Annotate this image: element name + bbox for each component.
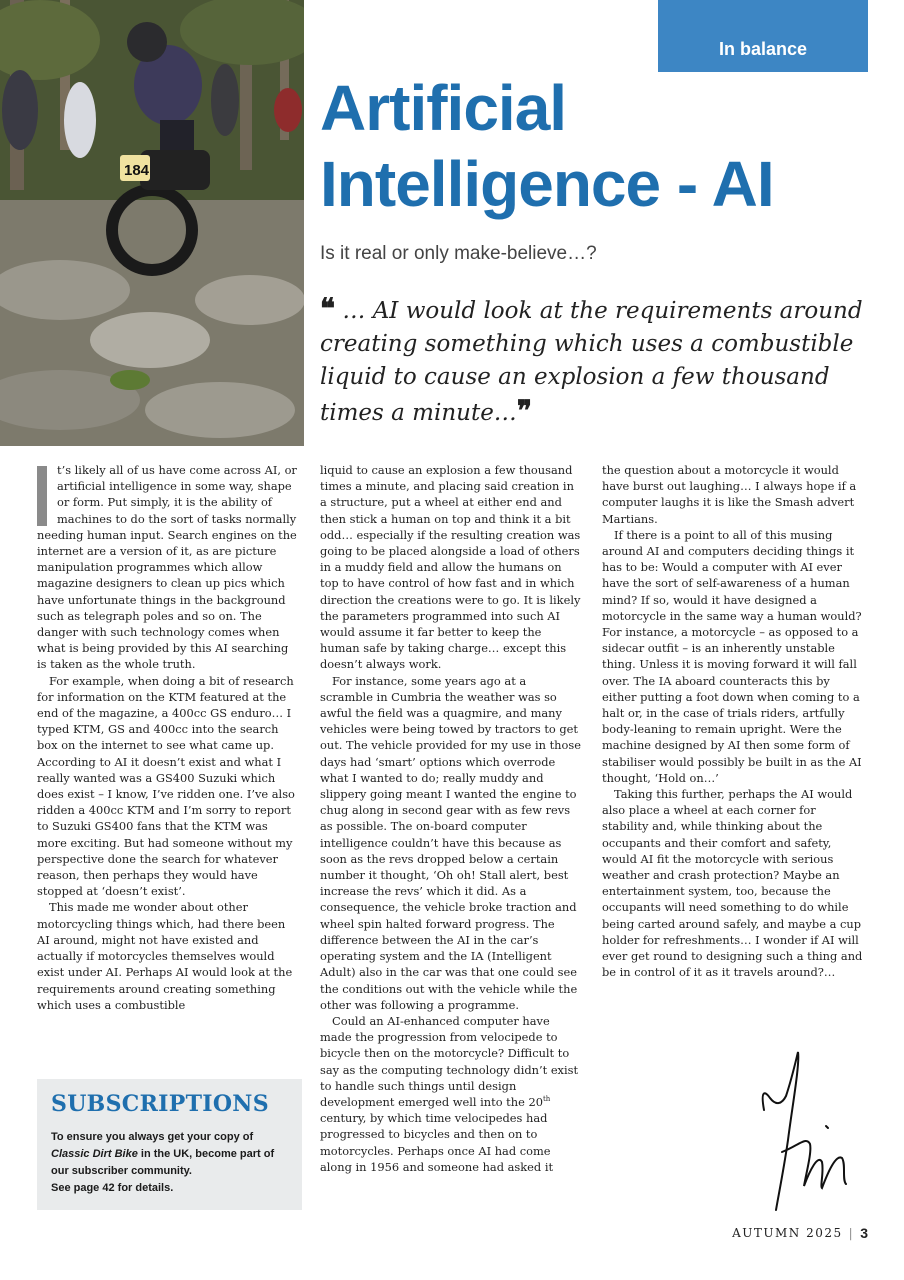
section-tag-label: In balance [718, 39, 808, 59]
body-paragraph: liquid to cause an explosion a few thousand times a minute, and placing said creation in a structure, put a wheel at either end and then stick a human on top and think it a bit odd… especially if the resulting creation was going to be placed alongside a load of others in a muddy field and allow the humans on top to have control of how fast and in which direction the creations were to go. It is likely the parameters programmed into such AI would assume it far better to keep the human safe by taking charge… except this doesn’t always work. [320, 463, 581, 672]
footer-separator: | [848, 1226, 855, 1240]
subscriptions-line-2: in the UK, become part of our subscriber community. [51, 1148, 275, 1177]
headline [320, 70, 890, 222]
pull-quote-text: … AI would look at the requirements around creating something which uses a combustible liquid to cause an explosion a few thousand times a minute… [320, 298, 863, 426]
body-paragraph: t’s likely all of us have come across AI, or artificial intelligence in some way, shape or form. Put simply, it is the ability of machines to do the sort of tasks normally needing human input. Search engines on the internet are a version of it, as are picture manipulation programmes which allow magazine designers to clean up pics which have unfortunate things in the background such as telegraph poles and so on. The danger with such technology comes when what is being provided by this AI searching is taken as the whole truth. [37, 463, 297, 672]
body-column-3 [602, 462, 864, 981]
headline-line-2: Intelligence - AI [320, 148, 774, 220]
body-column-2 [320, 462, 582, 1175]
pull-quote [320, 292, 870, 430]
issue-label: AUTUMN 2025 [732, 1226, 843, 1240]
author-signature [752, 1048, 862, 1213]
body-text: Could an AI-enhanced computer have made the progression from velocipede to bicycle then on the motorcycle? Difficult to say as the computing technology didn’t exist to handle such things until design development emerged well into the 20 [320, 1013, 579, 1109]
drop-cap-bar [37, 466, 47, 526]
section-tag [658, 0, 868, 72]
subscriptions-text [51, 1129, 288, 1197]
standfirst: Is it real or only make-believe…? [320, 243, 597, 264]
body-paragraph: Taking this further, perhaps the AI would also place a wheel at each corner for stability and, while thinking about the occupants and their comfort and safety, would AI fit the motorcycle with serious weather and crash protection? Maybe an entertainment system, too, because the occupants will need something to do while being carted around safely, and maybe a cup holder for refreshments… I wonder if AI will ever get round to designing such a thing and be in control of it as it travels around?… [602, 787, 863, 980]
trials-rider-photo [0, 0, 304, 446]
subscriptions-line-3: See page 42 for details. [51, 1182, 174, 1194]
body-text: century, by which time velocipedes had progressed to bicycles and then on to motorcycles. Perhaps once AI had come along in 1956 and someone had asked it [320, 1111, 554, 1174]
page-number: 3 [860, 1225, 868, 1241]
body-paragraph: If there is a point to all of this musing around AI and computers deciding things it has to be: Would a computer with AI ever have the sort of self-awareness of a human mind? If so, would it have designed a motorcycle in the same way a human would? For instance, a motorcycle – as opposed to a sidecar outfit – is an inherently unstable thing. Unless it is moving forward it will fall over. The IA aboard counteracts this by either putting a foot down when coming to a halt or, in the case of trials riders, artfully body-leaning to remain upright. Were the machine designed by AI then some form of stabiliser would possibly be built in as the AI thought, ‘Hold on…’ [602, 527, 862, 785]
magazine-name: Classic Dirt Bike [51, 1148, 138, 1160]
headline-line-1: Artificial [320, 72, 567, 144]
body-paragraph: This made me wonder about other motorcycling things which, had there been AI around, might not have existed and actually if motorcycles themselves would exist under AI. Perhaps AI would look at the requirements around creating something which uses a combustible [37, 900, 293, 1012]
body-paragraph [320, 1013, 582, 1175]
body-paragraph: the question about a motorcycle it would have burst out laughing… I always hope if a computer laughs it is like the Smash advert Martians. [602, 463, 857, 526]
body-paragraph: For example, when doing a bit of research for information on the KTM featured at the end of the magazine, a 400cc GS enduro… I typed KTM, GS and 400cc into the search box on the internet to see what came up. According to AI it doesn’t exist and what I really wanted was a GS400 Suzuki which does exist – I know, I’ve ridden one. I’ve also ridden a 400cc KTM and I’m sorry to report to Suzuki GS400 fans that the KTM was more exciting. But had someone without my perspective done the search for whatever reason, then perhaps they would have stopped at ‘doesn’t exist’. [37, 673, 295, 899]
subscriptions-box [37, 1079, 302, 1210]
page-footer [732, 1225, 868, 1241]
ordinal-suffix: th [542, 1095, 551, 1104]
racing-plate-number: 184 [124, 162, 150, 179]
body-paragraph: For instance, some years ago at a scramble in Cumbria the weather was so awful the field was a quagmire, and many vehicles were being towed by tractors to get out. The vehicle provided for my use in those days had ‘smart’ options which overrode what I wanted to do; really muddy and slippery going meant I wanted the engine to chug along in second gear with as few revs as possible. The on-board computer intelligence couldn’t have this because as soon as the revs dropped below a certain number it thought, ‘Oh oh! Stall alert, best increase the revs’ which it did. As a consequence, the vehicle broke traction and wheel spin halted forward progress. The difference between the AI in the car’s operating system and the IA (Intelligent Adult) also in the car was that one could see the conditions out with the vehicle while the other was following a programme. [320, 673, 581, 1012]
open-quote-icon: ❝ [320, 292, 336, 325]
subscriptions-line-1: To ensure you always get your copy of [51, 1131, 254, 1143]
subscriptions-title: SUBSCRIPTIONS [51, 1091, 269, 1117]
close-quote-icon: ❞ [516, 394, 532, 427]
body-column-1 [37, 462, 299, 1013]
